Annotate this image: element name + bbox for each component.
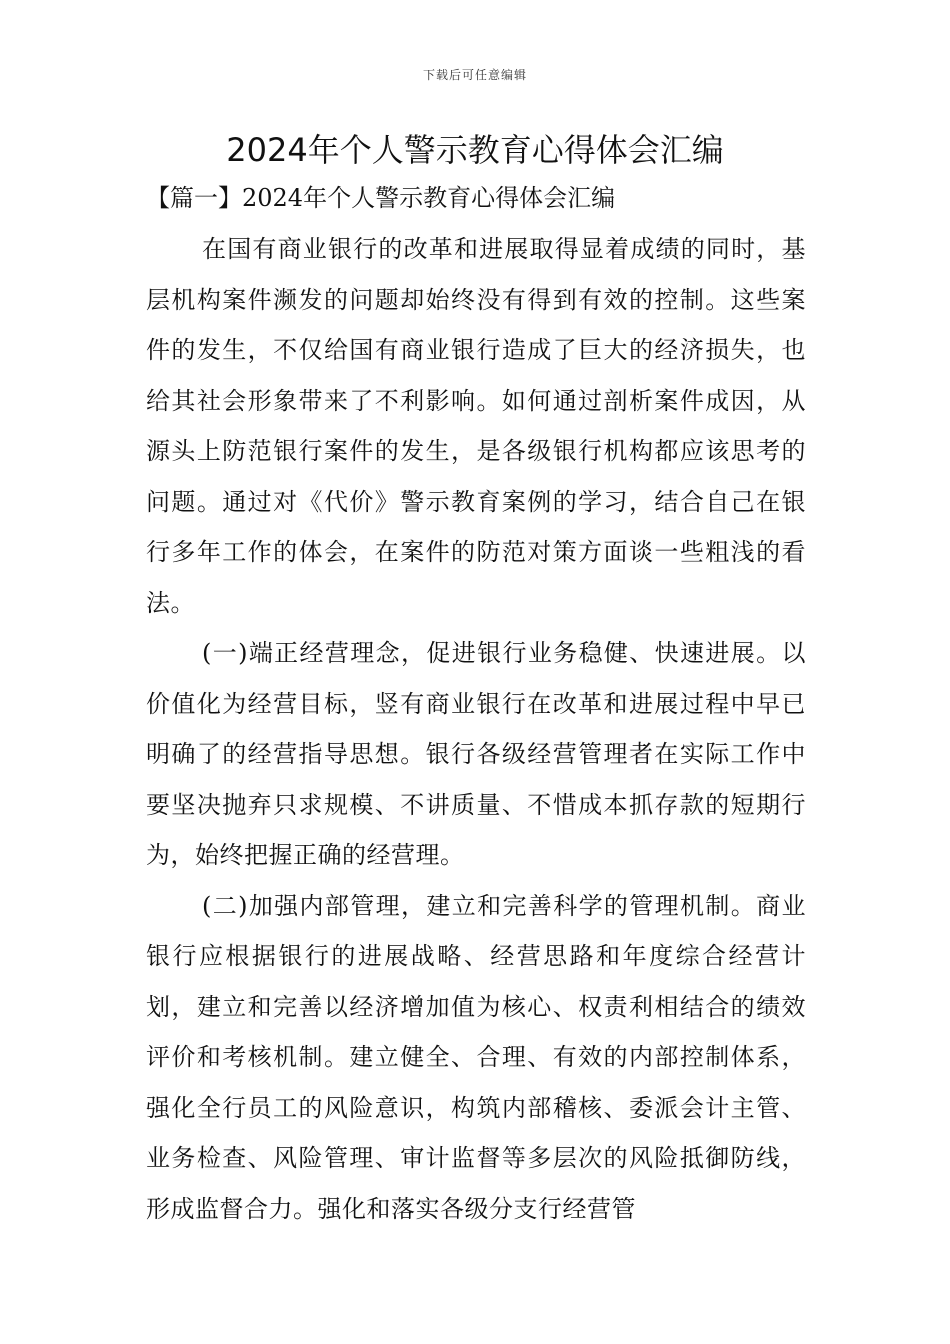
document-body (146, 224, 806, 1234)
section-heading: 【篇一】2024年个人警示教育心得体会汇编 (146, 184, 616, 212)
header-note: 下载后可任意编辑 (422, 68, 527, 82)
document-title: 2024年个人警示教育心得体会汇编 (226, 131, 724, 169)
paragraph: 在国有商业银行的改革和进展取得显着成绩的同时，基层机构案件濒发的问题却始终没有得到有效的控制。这些案件的发生，不仅给国有商业银行造成了巨大的经济损失，也给其社会形象带来了不利影响。如何通过剖析案件成因，从源头上防范银行案件的发生，是各级银行机构都应该思考的问题。通过对《代价》警示教育案例的学习，结合自己在银行多年工作的体会，在案件的防范对策方面谈一些粗浅的看法。 (146, 235, 806, 617)
paragraph: (二)加强内部管理，建立和完善科学的管理机制。商业银行应根据银行的进展战略、经营思路和年度综合经营计划，建立和完善以经济增加值为核心、权责利相结合的绩效评价和考核机制。建立健全、合理、有效的内部控制体系，强化全行员工的风险意识，构筑内部稽核、委派会计主管、业务检查、风险管理、审计监督等多层次的风险抵御防线，形成监督合力。强化和落实各级分支行经营管 (146, 891, 806, 1223)
paragraph: (一)端正经营理念，促进银行业务稳健、快速进展。以价值化为经营目标，竖有商业银行在改革和进展过程中早已明确了的经营指导思想。银行各级经营管理者在实际工作中要坚决抛弃只求规模、不讲质量、不惜成本抓存款的短期行为，始终把握正确的经营理。 (146, 639, 806, 869)
